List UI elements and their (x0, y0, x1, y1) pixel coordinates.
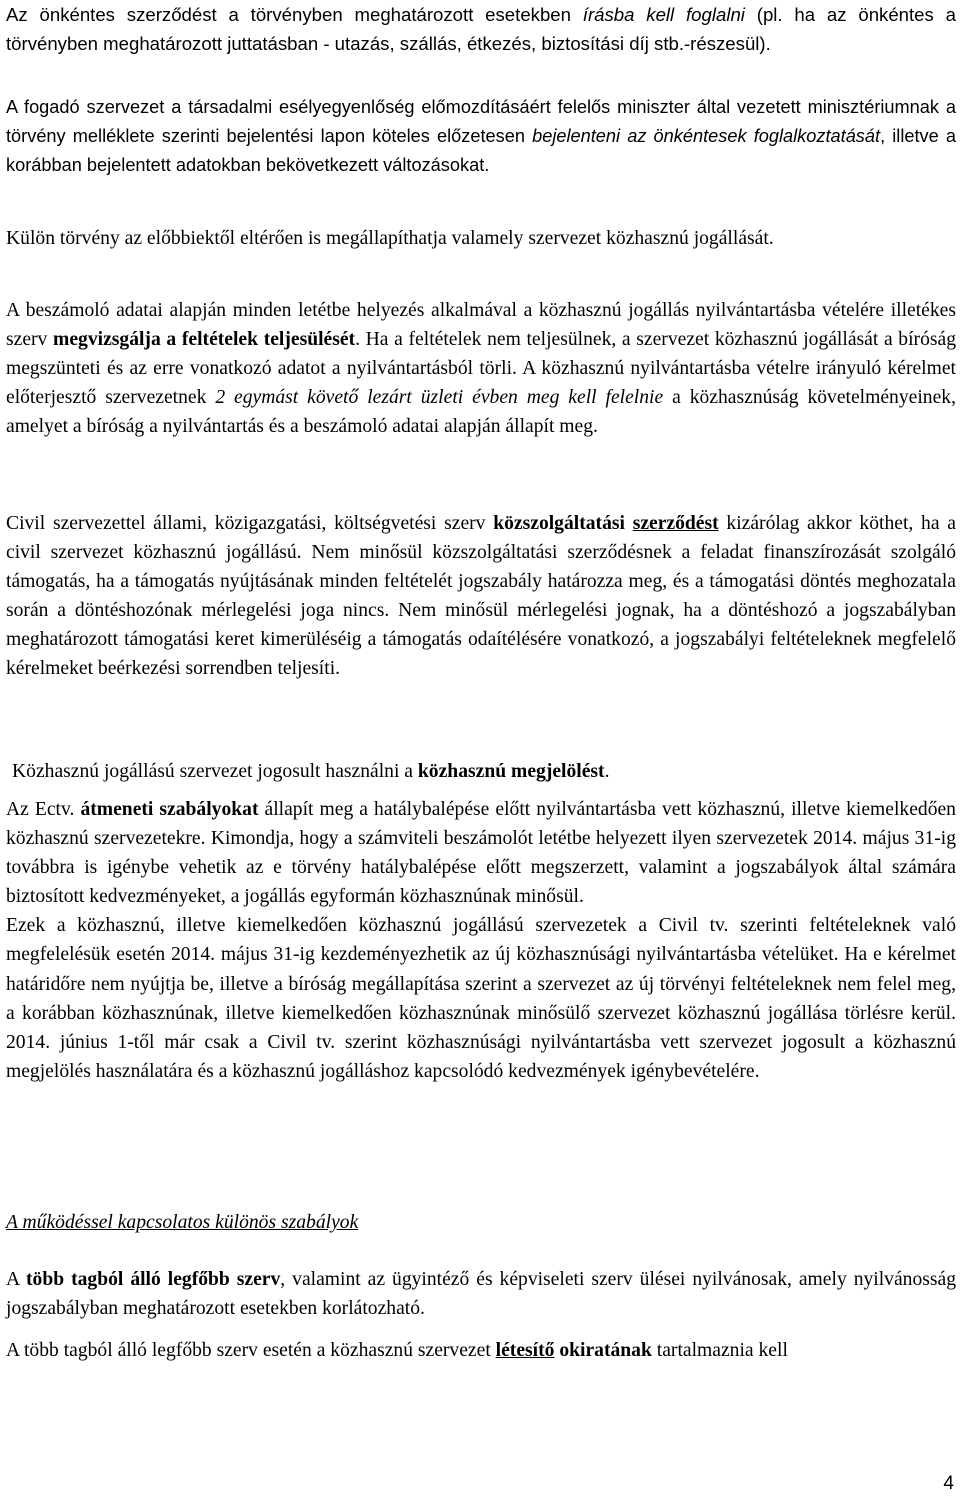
paragraph-founding-document (6, 1336, 956, 1365)
paragraph-public-benefit-designation (12, 757, 956, 786)
text-run: A beszámoló adatai alapján minden letétbe helyezés alkalmával a közhasznú jogállás nyilvántartásba vételére illetékes szerv (6, 300, 956, 351)
text-run: Civil szervezettel állami, közigazgatási, költségvetési szerv (6, 513, 494, 534)
text-run-bold: okiratának (554, 1340, 652, 1361)
paragraph-public-service-contract (6, 509, 956, 684)
text-run: Ezek a közhasznú, illetve kiemelkedően közhasznú jogállású szervezetek a Civil tv. szerinti feltételeknek való megfelelésük esetén 2014. május 31-ig kezdeményezhetik az új közhasznúsági nyilvántartásba vételüket. Ha e kérelmet határidőre nem nyújtja be, illetve a bíróság megállapítása szerint a szervezet az új törvényi feltételeknek nem felel meg, a korábban közhasznúnak, illetve kiemelkedően közhasznúnak minősülő szervezet közhasznú jogállása törlésre kerül. 2014. június 1-től már csak a Civil tv. szerint közhasznúsági nyilvántartásba vett szervezet jogosult a közhasznú megjelölés használatára és a közhasznú jogálláshoz kapcsolódó kedvezmények igénybevételére. (6, 915, 956, 1082)
paragraph-voluntary-contract (6, 0, 956, 58)
text-run: . (604, 761, 610, 782)
text-run-bold: közhasznú megjelölést (417, 761, 605, 782)
text-run: Az Ectv. (6, 799, 81, 820)
text-run: A (6, 1269, 27, 1290)
text-run: tartalmaznia kell (651, 1340, 788, 1361)
paragraph-separate-law: Külön törvény az előbbiektől eltérően is megállapíthatja valamely szervezet közhasznú jogállását. (6, 228, 774, 249)
text-run: A több tagból álló legfőbb szerv esetén a közhasznú szervezet (6, 1340, 496, 1361)
paragraph-host-organization (6, 93, 956, 180)
text-run: a közhasznúság követelményeinek, amelyet a bíróság a nyilvántartás és a beszámoló adatai alapján állapít meg. (6, 387, 956, 438)
text-run: Az önkéntes szerződést a törvényben meghatározott esetekben (6, 4, 583, 25)
text-run-bold: megvizsgálja a feltételek teljesülését (53, 329, 356, 351)
paragraph-transitional-rules (6, 795, 956, 1086)
text-run: , illetve a korábban bejelentett adatokban bekövetkezett változásokat. (6, 126, 956, 176)
text-run-italic: 2 egymást követő lezárt üzleti évben meg kell felelnie (215, 387, 664, 409)
text-run-bold: több tagból álló legfőbb szerv (26, 1269, 281, 1290)
text-run-bold-underline: létesítő (495, 1340, 555, 1361)
paragraph-supreme-body (6, 1265, 956, 1323)
text-run-bold: átmeneti szabályokat (80, 799, 259, 820)
text-run: , valamint az ügyintéző és képviseleti szerv ülései nyilvánosak, amely nyilvánosság jogszabályban meghatározott esetekben korlátozható. (6, 1269, 957, 1320)
text-run-bold: közszolgáltatási (493, 513, 633, 534)
page-number: 4 (943, 1473, 954, 1494)
text-run: A fogadó szervezet a társadalmi esélyegyenlőség előmozdításáért felelős miniszter által vezetett minisztériumnak a törvény melléklete szerinti bejelentési lapon köteles előzetesen (6, 97, 956, 147)
paragraph-report-data (6, 296, 956, 441)
text-run-italic: írásba kell foglalni (582, 4, 745, 25)
text-run: . Ha a feltételek nem teljesülnek, a szervezet közhasznú jogállását a bíróság megszünteti és az erre vonatkozó adatot a nyilvántartásból törli. A közhasznú nyilvántartásba vételre irányuló kérelmet előterjesztő szervezetnek (6, 329, 956, 409)
text-run: állapít meg a hatálybalépése előtt nyilvántartásba vett közhasznú, illetve kiemelkedően közhasznú szervezetekre. Kimondja, hogy a számviteli beszámolót letétbe helyezett ilyen szervezetek 2014. május 31-ig továbbra is igénybe vehetik az e törvény hatálybalépése előtt megszerzett, valamint a jogszabályok által számára biztosított kedvezményeket, a jogállás egyformán közhasznúnak minősül. (6, 799, 956, 908)
section-heading: A működéssel kapcsolatos különös szabályok (6, 1212, 359, 1233)
text-run-italic: bejelenteni az önkéntesek foglalkoztatását (532, 126, 881, 147)
text-run: Közhasznú jogállású szervezet jogosult használni a (12, 761, 418, 782)
text-run: (pl. ha az önkéntes a törvényben meghatározott juttatásban - utazás, szállás, étkezés, biztosítási díj stb.-részesül). (6, 4, 956, 55)
text-run: kizárólag akkor köthet, ha a civil szervezet közhasznú jogállású. Nem minősül közszolgáltatási szerződésnek a feladat finanszírozását szolgáló támogatás, ha a támogatás nyújtásának minden feltételét jogszabály határozza meg, és a támogatási döntés meghozatala során a döntéshozónak mérlegelési joga nincs. Nem minősül mérlegelési jognak, ha a döntéshozó a jogszabályban meghatározott támogatási keret kimerüléséig a támogatás odaítélésére vonatkozó, a jogszabályi feltételeknek megfelelő kérelmeket beérkezési sorrendben teljesíti. (6, 513, 957, 680)
text-run-bold-underline: szerződést (632, 513, 719, 534)
